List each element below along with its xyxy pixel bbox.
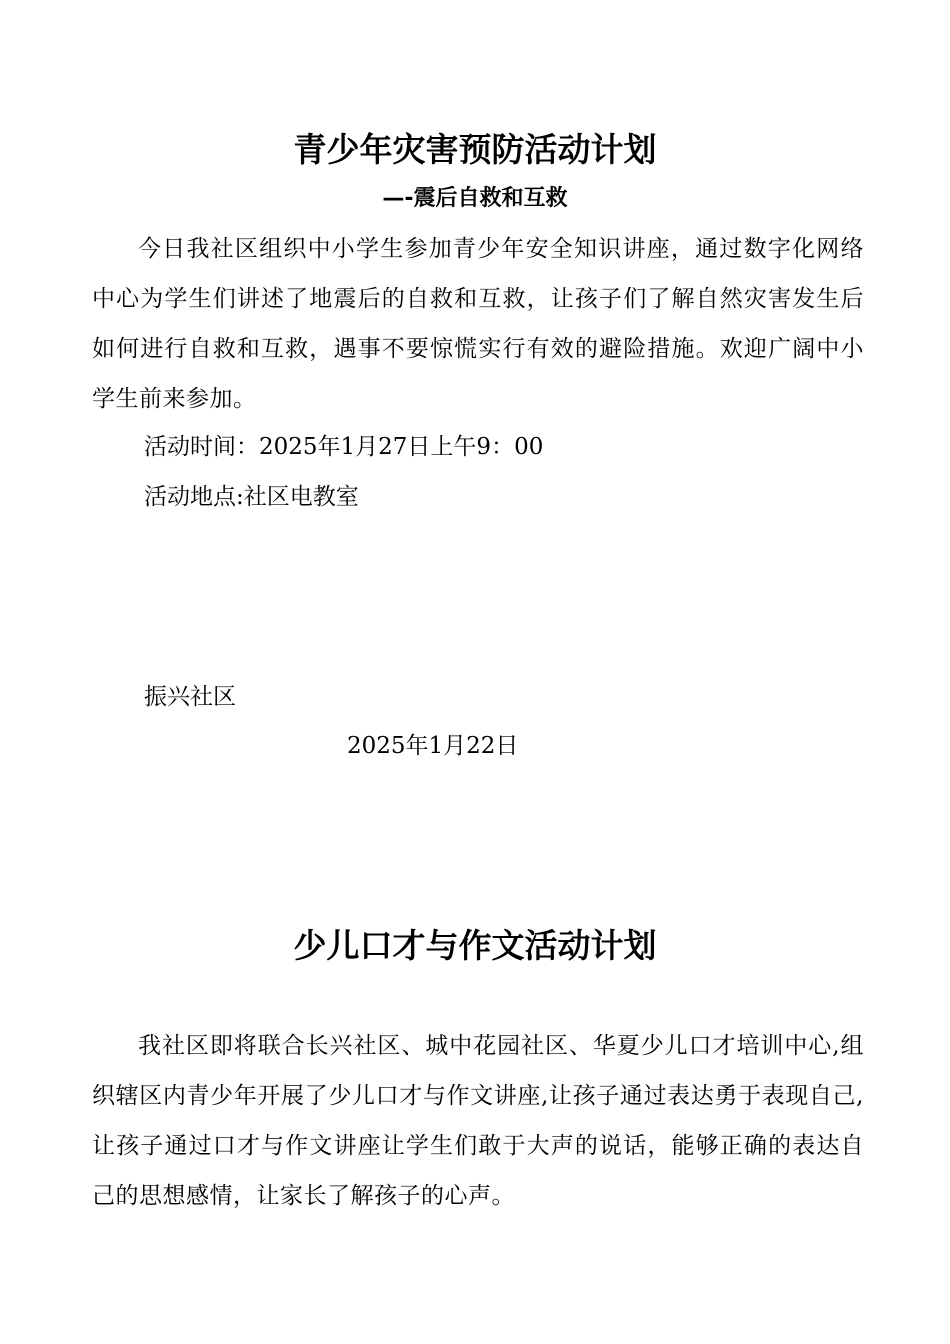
- section1-subtitle: —-震后自救和互救: [382, 186, 568, 211]
- issue-date: 2025年1月22日: [347, 733, 519, 759]
- activity-time: 活动时间：2025年1月27日上午9：00: [144, 434, 544, 460]
- section2-body: 我社区即将联合长兴社区、城中花园社区、华夏少儿口才培训中心,组织辖区内青少年开展了少儿口才与作文讲座,让孩子通过表达勇于表现自己,让孩子通过口才与作文讲座让学生们敢于大声的说话，能够正确的表达自己的思想感情，让家长了解孩子的心声。: [92, 1033, 864, 1209]
- section1-body: 今日我社区组织中小学生参加青少年安全知识讲座，通过数字化网络中心为学生们讲述了地震后的自救和互救，让孩子们了解自然灾害发生后如何进行自救和互救，遇事不要惊慌实行有效的避险措施。欢迎广阔中小学生前来参加。: [92, 236, 864, 412]
- organizer: 振兴社区: [144, 684, 236, 710]
- section2-title: 少儿口才与作文活动计划: [293, 926, 657, 965]
- section1-title: 青少年灾害预防活动计划: [293, 130, 657, 169]
- activity-place: 活动地点:社区电教室: [144, 484, 359, 510]
